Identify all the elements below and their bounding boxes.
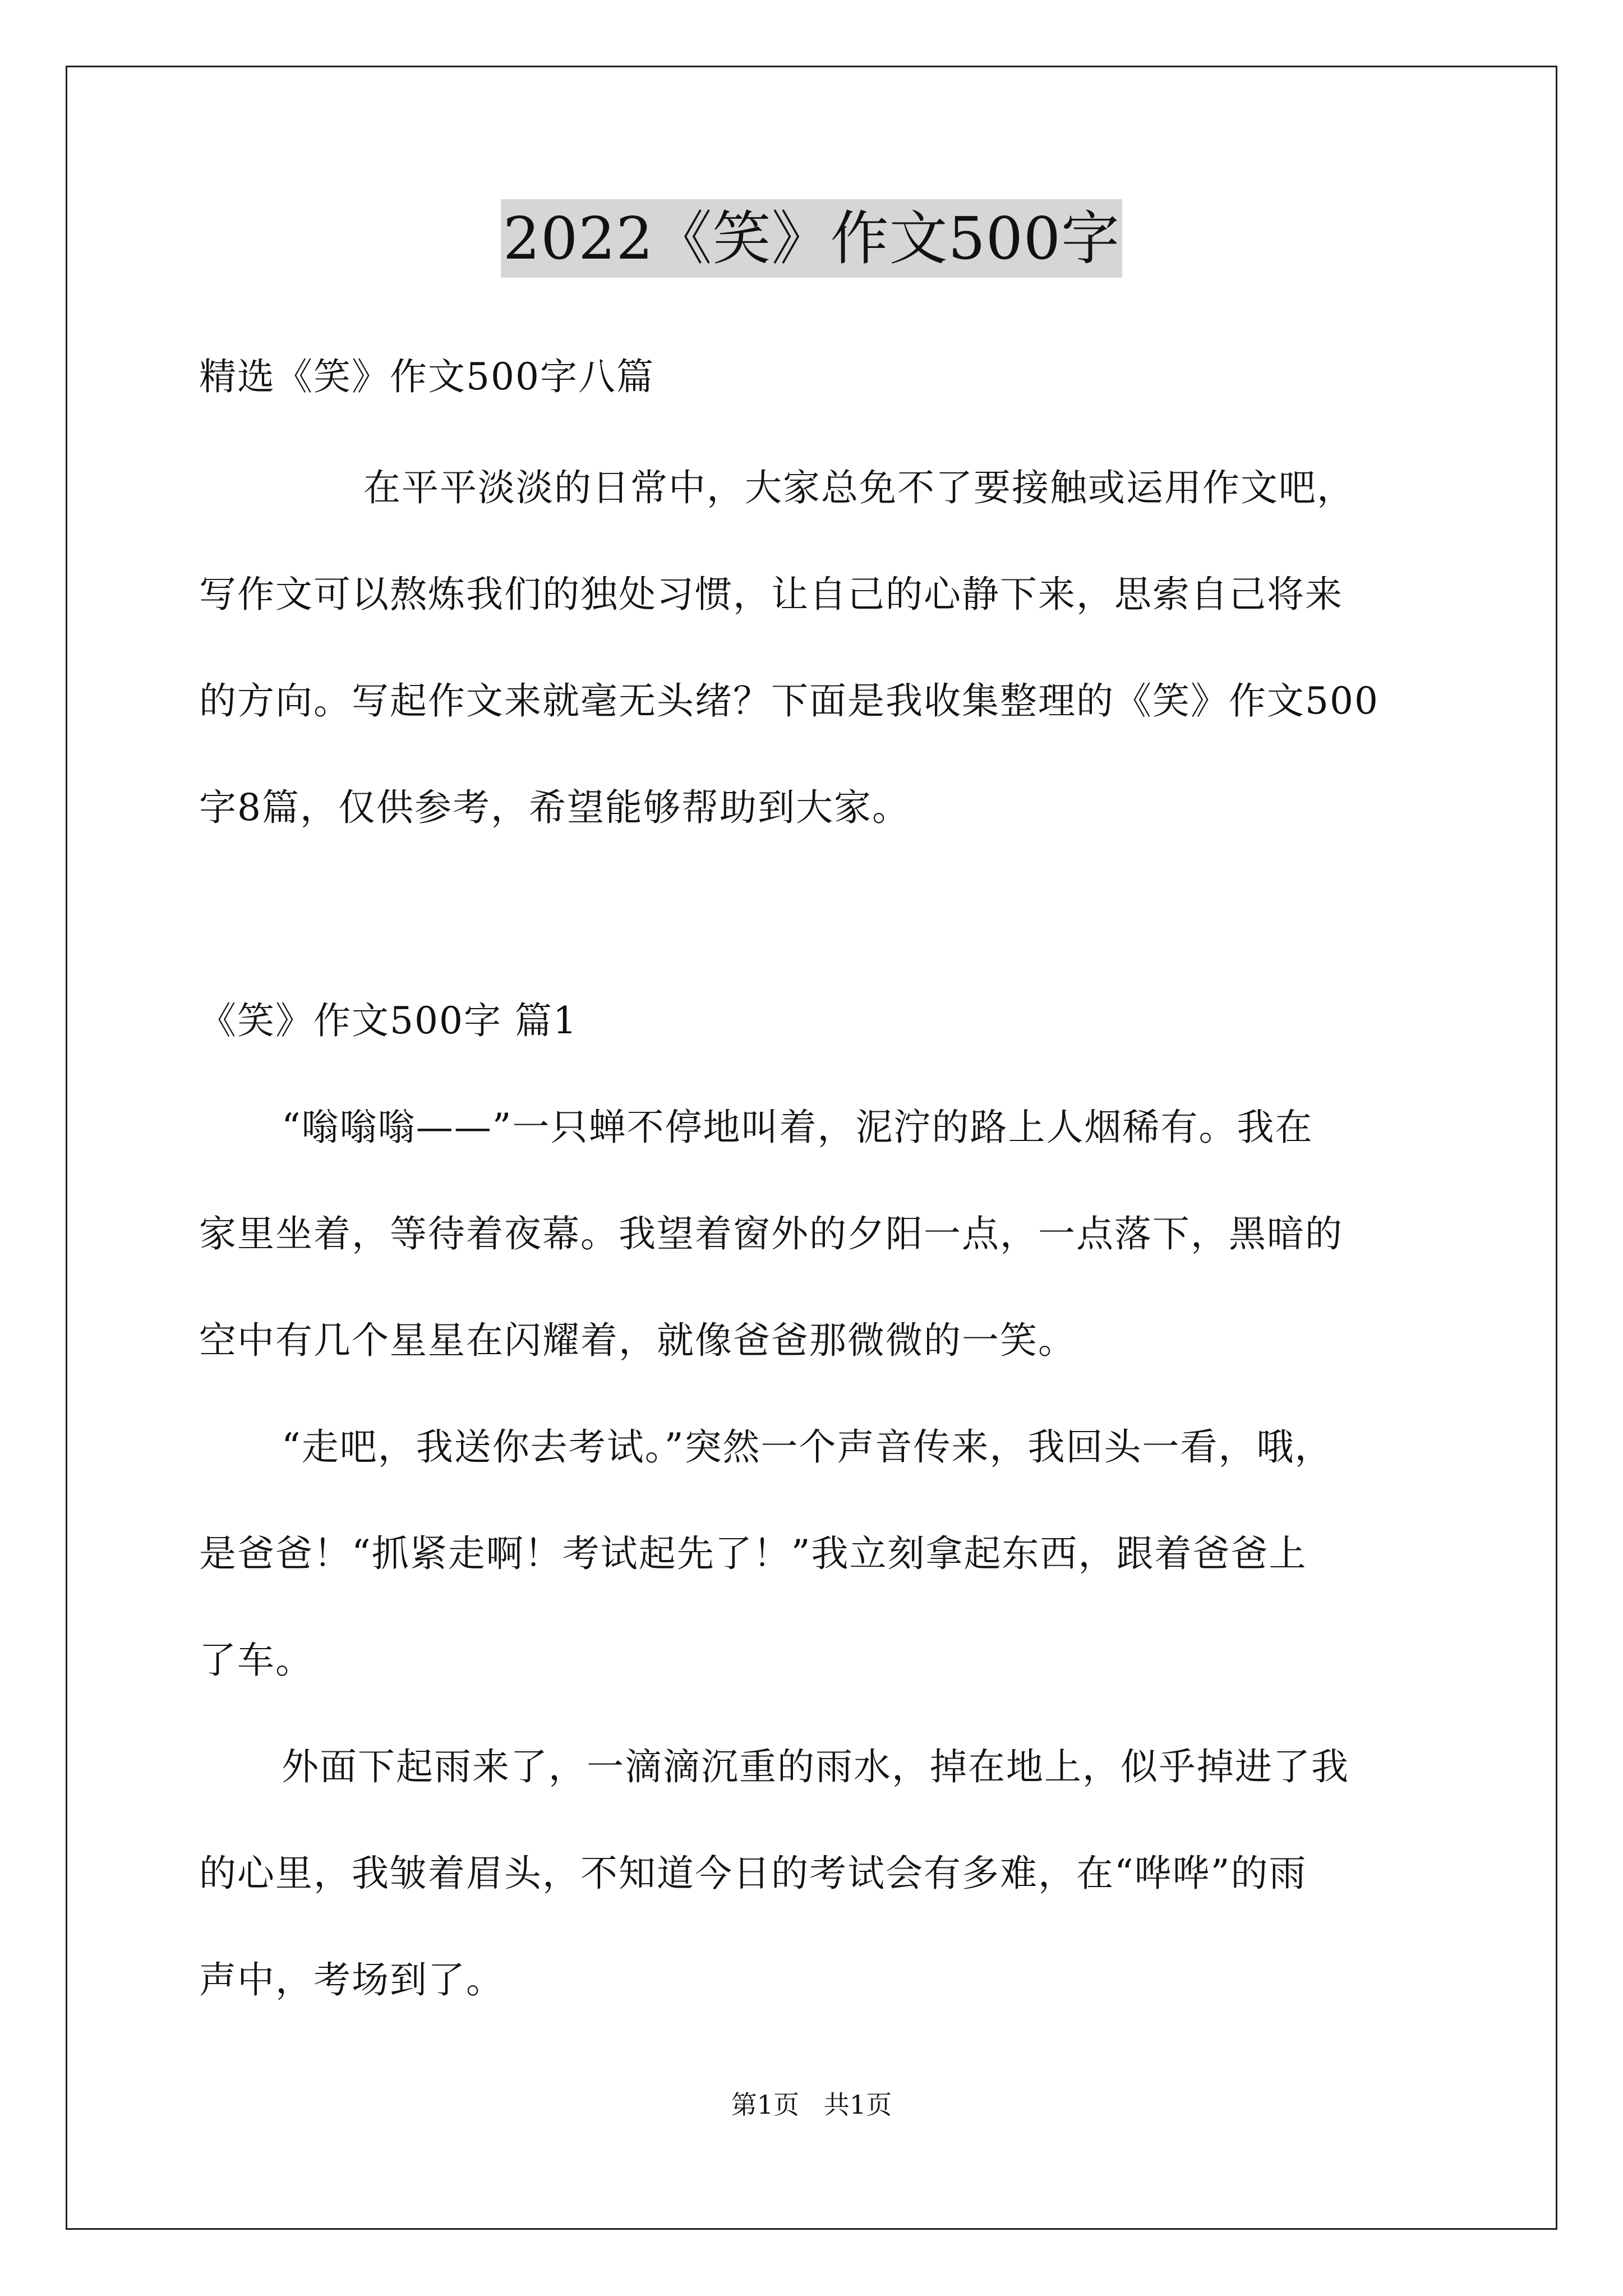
paragraph-3-line-3: 声中，考场到了。 (199, 1958, 504, 2001)
page-footer: 第1页 共1页 (731, 2090, 892, 2120)
paragraph-3-line-1: 外面下起雨来了，一滴滴沉重的雨水，掉在地上，似乎掉进了我 (282, 1745, 1349, 1788)
paragraph-2-line-1: “走吧，我送你去考试。”突然一个声音传来，我回头一看，哦， (282, 1425, 1333, 1469)
document-title: 2022《笑》作文500字 (501, 199, 1122, 278)
paragraph-1-line-2: 家里坐着，等待着夜幕。我望着窗外的夕阳一点，一点落下，黑暗的 (199, 1212, 1343, 1255)
paragraph-2-line-3: 了车。 (199, 1639, 313, 1682)
paragraph-1-line-1: “嗡嗡嗡——”一只蝉不停地叫着，泥泞的路上人烟稀有。我在 (282, 1106, 1313, 1149)
title-container (0, 199, 1623, 278)
intro-line-3: 的方向。写起作文来就毫无头绪？下面是我收集整理的《笑》作文500 (199, 679, 1379, 723)
intro-line-2: 写作文可以熬炼我们的独处习惯，让自己的心静下来，思索自己将来 (199, 573, 1343, 616)
subtitle: 精选《笑》作文500字八篇 (199, 355, 654, 398)
section-heading: 《笑》作文500字 篇1 (199, 999, 578, 1042)
paragraph-2-line-2: 是爸爸！“抓紧走啊！考试起先了！”我立刻拿起东西，跟着爸爸上 (199, 1532, 1307, 1575)
paragraph-1-line-3: 空中有几个星星在闪耀着，就像爸爸那微微的一笑。 (199, 1319, 1076, 1362)
intro-line-1: 在平平淡淡的日常中，大家总免不了要接触或运用作文吧， (363, 466, 1355, 509)
intro-line-4: 字8篇，仅供参考，希望能够帮助到大家。 (199, 786, 910, 829)
paragraph-3-line-2: 的心里，我皱着眉头，不知道今日的考试会有多难，在“哗哗”的雨 (199, 1852, 1307, 1895)
